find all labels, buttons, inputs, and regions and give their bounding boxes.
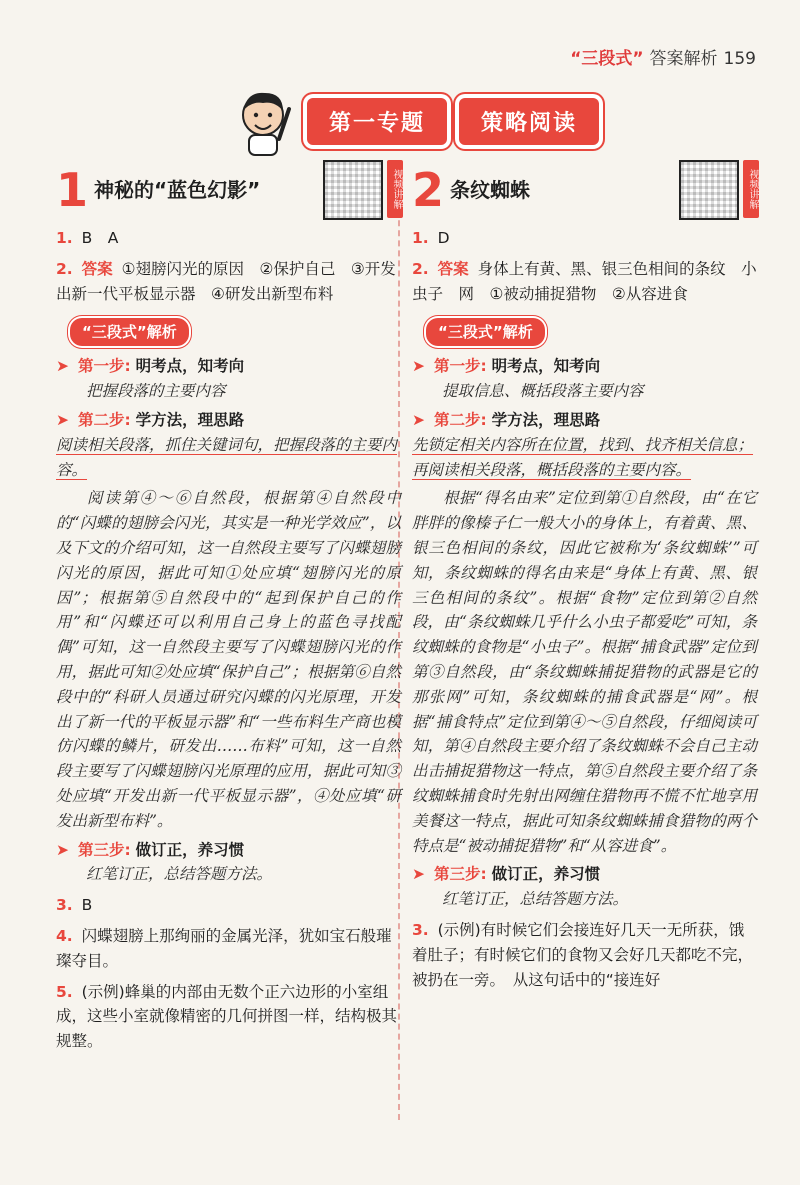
section-2 bbox=[412, 160, 757, 998]
banner-strategy: 策略阅读 bbox=[459, 98, 599, 145]
answer-item: 1. D bbox=[412, 229, 450, 247]
step-2: ➤ 第二步: 学方法，理思路 bbox=[412, 410, 601, 429]
section-number: 1 bbox=[56, 163, 89, 217]
analysis-tag: “三段式”解析 bbox=[70, 318, 189, 346]
analysis-tag: “三段式”解析 bbox=[426, 318, 545, 346]
section-title bbox=[56, 160, 401, 220]
answer-item: 3. (示例)有时候它们会接连好几天一无所获，饿着肚子；有时候它们的食物又会好几天都吃不完，被扔在一旁。 从这句话中的“接连好 bbox=[412, 920, 754, 989]
video-explain-tag[interactable]: 视频讲解 bbox=[743, 160, 759, 218]
step-1: ➤ 第一步: 明考点，知考向 bbox=[56, 357, 245, 376]
step-arrow-icon: ➤ bbox=[56, 410, 69, 429]
step-note: 先锁定相关内容所在位置，找到、找齐相关信息；再阅读相关段落，概括段落的主要内容。 bbox=[412, 435, 754, 479]
answer-item: 1. B A bbox=[56, 229, 119, 247]
section-name: 条纹蜘蛛 bbox=[450, 178, 531, 202]
step-note: 把握段落的主要内容 bbox=[86, 382, 226, 401]
section-1 bbox=[56, 160, 401, 1060]
page-header bbox=[570, 44, 756, 69]
answer-item: 2. 答案 身体上有黄、黑、银三色相间的条纹 小虫子 网 ①被动捕捉猎物 ②从容进食 bbox=[412, 259, 757, 303]
step-1: ➤ 第一步: 明考点，知考向 bbox=[412, 357, 601, 376]
header-title: 答案解析 bbox=[649, 49, 718, 69]
step-2: ➤ 第二步: 学方法，理思路 bbox=[56, 410, 245, 429]
step-note: 提取信息、概括段落主要内容 bbox=[442, 382, 644, 401]
analysis-paragraph: 根据“得名由来”定位到第①自然段，由“在它胖胖的像榛子仁一般大小的身体上，有着黄、黑、银三色相间的条纹，因此它被称为‘条纹蜘蛛’”可知，条纹蜘蛛的得名由来是“身体上有黄、黑、银三色相间的条纹”。根据“食物”定位到第②自然段，由“条纹蜘蛛几乎什么小虫子都爱吃”可知，条纹蜘蛛的食物是“小虫子”。根据“捕食武器”定位到第③自然段，由“条纹蜘蛛捕捉猎物的武器是它的那张网”可知，条纹蜘蛛的捕食武器是“网”。根据“捕食特点”定位到第④～⑤自然段，仔细阅读可知，第④自然段主要介绍了条纹蜘蛛不会自己主动出击捕捉猎物这一特点，第⑤自然段主要介绍了条纹蜘蛛捕食时先射出网缠住猎物再不慌不忙地享用美餐这一特点，据此可知条纹蜘蛛捕食猎物的两个特点是“被动捕捉猎物”和“从容进食”。 bbox=[412, 489, 757, 855]
video-explain-tag[interactable]: 视频讲解 bbox=[387, 160, 403, 218]
step-note: 红笔订正，总结答题方法。 bbox=[86, 865, 273, 884]
section-title bbox=[412, 160, 757, 220]
step-arrow-icon: ➤ bbox=[412, 357, 425, 376]
qr-code-icon[interactable] bbox=[323, 160, 383, 220]
step-arrow-icon: ➤ bbox=[56, 840, 69, 859]
mascot-boy-icon bbox=[235, 85, 295, 157]
section-number: 2 bbox=[412, 163, 445, 217]
topic-banner bbox=[235, 85, 599, 157]
banner-topic: 第一专题 bbox=[307, 98, 447, 145]
analysis-paragraph: 阅读第④～⑥自然段，根据第④自然段中的“闪蝶的翅膀会闪光，其实是一种光学效应”，以及下文的介绍可知，这一自然段主要写了闪蝶翅膀闪光的原因，据此可知①处应填“翅膀闪光的原因”；根据第⑤自然段中的“起到保护自己的作用”和“闪蝶还可以利用自己身上的蓝色寻找配偶”可知，这一自然段主要写了闪蝶翅膀闪光的作用，据此可知②处应填“保护自己”；根据第⑥自然段中的“科研人员通过研究闪蝶的闪光原理，开发出了新一代的平板显示器”和“一些布料生产商也模仿闪蝶的鳞片，研发出……布料”可知，这一自然段主要写了闪蝶翅膀闪光原理的应用，据此可知③处应填“开发出新一代平板显示器”，④处应填“研发出新型布料”。 bbox=[56, 489, 401, 830]
header-highlight: “三段式” bbox=[570, 49, 644, 69]
section-name: 神秘的“蓝色幻影” bbox=[94, 178, 261, 202]
step-3: ➤ 第三步: 做订正，养习惯 bbox=[412, 865, 601, 884]
answer-item: 3. B bbox=[56, 896, 93, 915]
qr-code-icon[interactable] bbox=[679, 160, 739, 220]
step-note: 阅读相关段落，抓住关键词句，把握段落的主要内容。 bbox=[56, 435, 398, 479]
answer-item: 5. (示例)蜂巢的内部由无数个正六边形的小室组成，这些小室就像精密的几何拼图一样，结构极其规整。 bbox=[56, 982, 398, 1051]
step-arrow-icon: ➤ bbox=[412, 410, 425, 429]
step-note: 红笔订正，总结答题方法。 bbox=[442, 890, 629, 909]
answer-item: 4. 闪蝶翅膀上那绚丽的金属光泽，犹如宝石般璀璨夺目。 bbox=[56, 926, 392, 970]
step-3: ➤ 第三步: 做订正，养习惯 bbox=[56, 840, 245, 859]
answer-item: 2. 答案 ①翅膀闪光的原因 ②保护自己 ③开发出新一代平板显示器 ④研发出新型布料 bbox=[56, 259, 396, 303]
step-arrow-icon: ➤ bbox=[56, 357, 69, 376]
step-arrow-icon: ➤ bbox=[412, 865, 425, 884]
page-number: 159 bbox=[723, 49, 756, 69]
